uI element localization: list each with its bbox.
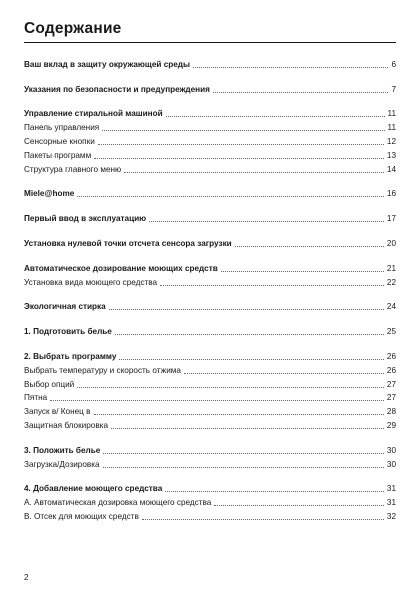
toc-entry-page-number: 30 <box>386 445 396 455</box>
page-title: Содержание <box>24 20 122 37</box>
toc-entry-label: B. Отсек для моющих средств <box>24 511 139 521</box>
toc-section-entry[interactable] <box>24 299 396 313</box>
toc-subsection-entry[interactable] <box>24 494 396 508</box>
toc-subsection-entry[interactable] <box>24 161 396 175</box>
toc-entry-label: 1. Подготовить белье <box>24 327 112 337</box>
toc-entry-label: Ваш вклад в защиту окружающей среды <box>24 59 190 69</box>
toc-subsection-entry[interactable] <box>24 390 396 404</box>
toc-entry-page-number: 26 <box>386 351 396 361</box>
toc-entry-page-number: 14 <box>386 164 396 174</box>
title-underline <box>24 42 396 43</box>
toc-dot-leader <box>98 144 384 145</box>
toc-group-gap <box>24 95 396 106</box>
toc-entry-label: Защитная блокировка <box>24 420 109 430</box>
toc-subsection-entry[interactable] <box>24 133 396 147</box>
toc-entry-page-number: 11 <box>387 123 396 133</box>
table-of-contents <box>24 56 396 522</box>
toc-entry-page-number: 7 <box>391 84 396 94</box>
toc-entry-label: 3. Положить белье <box>24 445 101 455</box>
toc-entry-page-number: 32 <box>386 511 396 521</box>
toc-entry-page-number: 31 <box>386 498 396 508</box>
toc-section-entry[interactable] <box>24 442 396 456</box>
toc-section-entry[interactable] <box>24 481 396 495</box>
toc-dot-leader <box>214 505 384 506</box>
toc-entry-page-number: 24 <box>386 302 396 312</box>
toc-subsection-entry[interactable] <box>24 147 396 161</box>
toc-section-entry[interactable] <box>24 210 396 224</box>
toc-entry-page-number: 30 <box>386 459 396 469</box>
toc-entry-page-number: 6 <box>391 59 396 69</box>
toc-entry-label: Структура главного меню <box>24 164 122 174</box>
toc-entry-label: 2. Выбрать программу <box>24 351 117 361</box>
toc-entry-label: Запуск в/ Конец в <box>24 407 91 417</box>
toc-entry-label: Указания по безопасности и предупреждения <box>24 84 210 94</box>
toc-section-entry[interactable] <box>24 348 396 362</box>
toc-dot-leader <box>50 400 384 401</box>
toc-group-gap <box>24 288 396 299</box>
toc-entry-page-number: 17 <box>386 214 396 224</box>
toc-entry-label: Первый ввод в эксплуатацию <box>24 214 147 224</box>
toc-section-entry[interactable] <box>24 81 396 95</box>
footer-page-number: 2 <box>24 573 29 582</box>
toc-subsection-entry[interactable] <box>24 508 396 522</box>
toc-section-entry[interactable] <box>24 106 396 120</box>
toc-entry-page-number: 12 <box>386 136 396 146</box>
toc-group-gap <box>24 337 396 348</box>
toc-dot-leader <box>109 309 384 310</box>
toc-dot-leader <box>94 414 384 415</box>
toc-subsection-entry[interactable] <box>24 362 396 376</box>
toc-group-gap <box>24 249 396 260</box>
toc-entry-label: Установка нулевой точки отсчета сенсора загрузки <box>24 238 232 248</box>
toc-dot-leader <box>103 467 384 468</box>
toc-entry-label: Загрузка/Дозировка <box>24 459 100 469</box>
toc-entry-page-number: 13 <box>386 150 396 160</box>
toc-dot-leader <box>235 246 384 247</box>
toc-dot-leader <box>102 130 384 131</box>
toc-entry-label: Управление стиральной машиной <box>24 109 163 119</box>
toc-entry-page-number: 26 <box>386 365 396 375</box>
toc-section-entry[interactable] <box>24 260 396 274</box>
toc-dot-leader <box>142 519 384 520</box>
toc-dot-leader <box>193 67 388 68</box>
toc-entry-label: Экологичная стирка <box>24 302 106 312</box>
toc-dot-leader <box>103 453 384 454</box>
toc-entry-page-number: 20 <box>386 238 396 248</box>
toc-section-entry[interactable] <box>24 323 396 337</box>
toc-subsection-entry[interactable] <box>24 417 396 431</box>
toc-entry-label: 4. Добавление моющего средства <box>24 484 163 494</box>
toc-group-gap <box>24 312 396 323</box>
toc-entry-label: Установка вида моющего средства <box>24 277 158 287</box>
toc-dot-leader <box>165 491 384 492</box>
toc-subsection-entry[interactable] <box>24 403 396 417</box>
toc-entry-label: Пятна <box>24 393 48 403</box>
toc-dot-leader <box>111 428 384 429</box>
toc-entry-page-number: 27 <box>386 393 396 403</box>
toc-entry-label: Автоматическое дозирование моющих средств <box>24 263 218 273</box>
toc-group-gap <box>24 175 396 186</box>
toc-dot-leader <box>166 116 385 117</box>
toc-section-entry[interactable] <box>24 186 396 200</box>
toc-entry-label: Сенсорные кнопки <box>24 136 95 146</box>
toc-entry-page-number: 25 <box>386 327 396 337</box>
toc-entry-label: Выбор опций <box>24 379 75 389</box>
toc-entry-page-number: 21 <box>386 263 396 273</box>
toc-entry-label: Выбрать температуру и скорость отжима <box>24 365 181 375</box>
toc-entry-page-number: 11 <box>387 109 396 119</box>
toc-entry-label: A. Автоматическая дозировка моющего средства <box>24 498 212 508</box>
toc-entry-label: Панель управления <box>24 123 100 133</box>
toc-group-gap <box>24 224 396 235</box>
toc-entry-page-number: 29 <box>386 420 396 430</box>
toc-group-gap <box>24 199 396 210</box>
toc-entry-page-number: 16 <box>386 189 396 199</box>
toc-dot-leader <box>115 334 384 335</box>
toc-dot-leader <box>124 172 384 173</box>
toc-subsection-entry[interactable] <box>24 119 396 133</box>
toc-dot-leader <box>77 196 384 197</box>
toc-section-entry[interactable] <box>24 56 396 70</box>
toc-entry-label: Пакеты программ <box>24 150 92 160</box>
toc-dot-leader <box>213 92 389 93</box>
toc-dot-leader <box>94 158 384 159</box>
toc-group-gap <box>24 470 396 481</box>
toc-dot-leader <box>221 271 384 272</box>
toc-entry-page-number: 27 <box>386 379 396 389</box>
toc-entry-page-number: 31 <box>386 484 396 494</box>
toc-entry-page-number: 28 <box>386 407 396 417</box>
toc-group-gap <box>24 431 396 442</box>
toc-dot-leader <box>160 285 384 286</box>
toc-subsection-entry[interactable] <box>24 376 396 390</box>
toc-group-gap <box>24 70 396 81</box>
toc-dot-leader <box>119 359 383 360</box>
toc-subsection-entry[interactable] <box>24 274 396 288</box>
toc-subsection-entry[interactable] <box>24 456 396 470</box>
toc-dot-leader <box>184 373 384 374</box>
toc-dot-leader <box>149 221 384 222</box>
toc-section-entry[interactable] <box>24 235 396 249</box>
toc-dot-leader <box>77 387 384 388</box>
toc-entry-page-number: 22 <box>386 277 396 287</box>
toc-entry-label: Miele@home <box>24 189 75 199</box>
